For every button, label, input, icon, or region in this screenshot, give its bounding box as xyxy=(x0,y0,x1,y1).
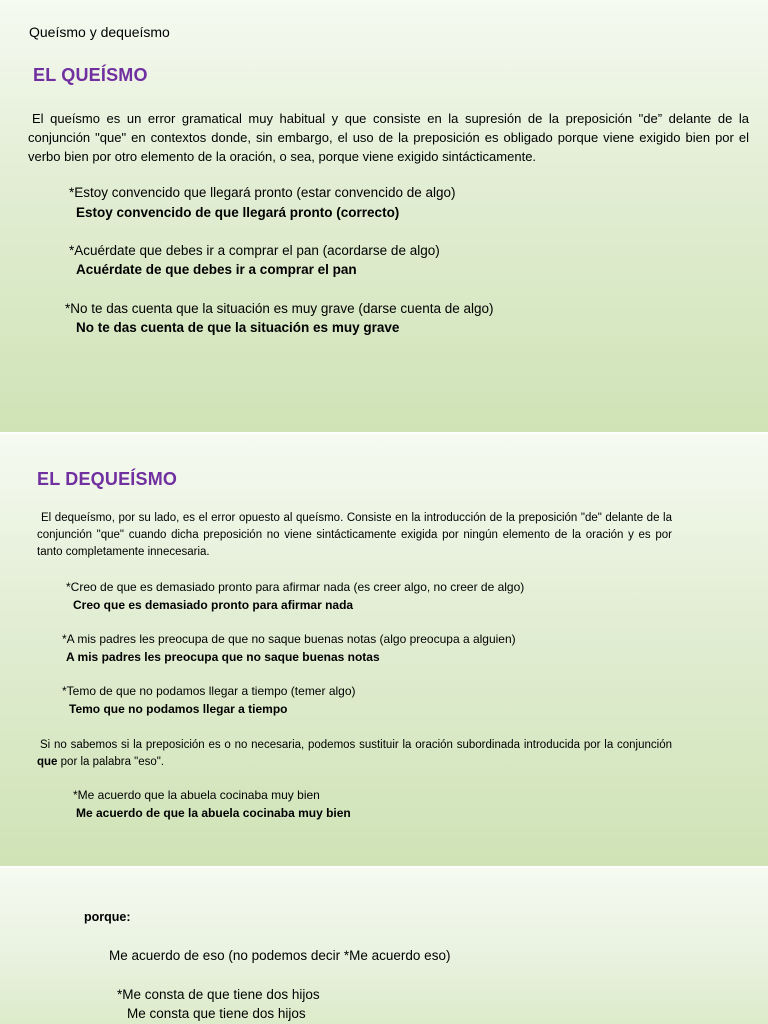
document-title: Queísmo y dequeísmo xyxy=(29,24,170,40)
queismo-example-1-right: Estoy convencido de que llegará pronto (correcto) xyxy=(76,205,400,220)
queismo-example-3-wrong: *No te das cuenta que la situación es muy grave (darse cuenta de algo) xyxy=(65,301,494,316)
test-text-before: Si no sabemos si la preposición es o no necesaria, podemos sustituir la oración subordinada introducida por la conjunción xyxy=(40,739,672,751)
dequeismo-example-2-right: A mis padres les preocupa que no saque buenas notas xyxy=(66,650,380,664)
queismo-example-1-wrong: *Estoy convencido que llegará pronto (estar convencido de algo) xyxy=(69,185,456,200)
dequeismo-example-1-wrong: *Creo de que es demasiado pronto para afirmar nada (es creer algo, no creer de algo) xyxy=(66,580,525,594)
slide3-line-3: Me consta que tiene dos hijos xyxy=(127,1006,306,1021)
slide-queismo xyxy=(0,0,768,432)
queismo-heading: EL QUEÍSMO xyxy=(33,65,148,85)
queismo-example-2-wrong: *Acuérdate que debes ir a comprar el pan (acordarse de algo) xyxy=(69,243,440,258)
dequeismo-paragraph: El dequeísmo, por su lado, es el error opuesto al queísmo. Consiste en la introducción de la preposición "de" delante de la conjunción "que" cuando dicha preposición no viene sintácticamente exigida por ningún elemento de la oración y es por tanto completamente innecesaria. xyxy=(37,512,672,558)
dequeismo-example-3-right: Temo que no podamos llegar a tiempo xyxy=(69,702,288,716)
test-text-after: por la palabra "eso". xyxy=(60,756,165,768)
queismo-example-2-right: Acuérdate de que debes ir a comprar el pan xyxy=(76,262,357,277)
queismo-example-3-right: No te das cuenta de que la situación es muy grave xyxy=(76,320,400,335)
dequeismo-test-example-wrong: *Me acuerdo que la abuela cocinaba muy bien xyxy=(73,788,320,802)
slide-porque xyxy=(0,868,768,1024)
slide-dequeismo xyxy=(0,434,768,866)
dequeismo-test-example-right: Me acuerdo de que la abuela cocinaba muy bien xyxy=(76,806,351,820)
slide3-line-1: Me acuerdo de eso (no podemos decir *Me acuerdo eso) xyxy=(109,948,451,963)
dequeismo-example-1-right: Creo que es demasiado pronto para afirmar nada xyxy=(73,598,354,612)
dequeismo-heading: EL DEQUEÍSMO xyxy=(37,469,178,489)
dequeismo-example-3-wrong: *Temo de que no podamos llegar a tiempo (temer algo) xyxy=(62,684,356,698)
test-text-bold: que xyxy=(37,756,58,768)
porque-label: porque: xyxy=(84,910,131,924)
dequeismo-test-paragraph xyxy=(37,737,672,771)
slide3-line-2: *Me consta de que tiene dos hijos xyxy=(117,987,320,1002)
dequeismo-example-2-wrong: *A mis padres les preocupa de que no saque buenas notas (algo preocupa a alguien) xyxy=(62,632,516,646)
queismo-paragraph: El queísmo es un error gramatical muy habitual y que consiste en la supresión de la preposición "de” delante de la conjunción "que" en contextos donde, sin embargo, el uso de la preposición es obligado porque viene exigido bien por el verbo bien por otro elemento de la oración, o sea, porque viene exigido sintácticamente. xyxy=(28,111,749,164)
